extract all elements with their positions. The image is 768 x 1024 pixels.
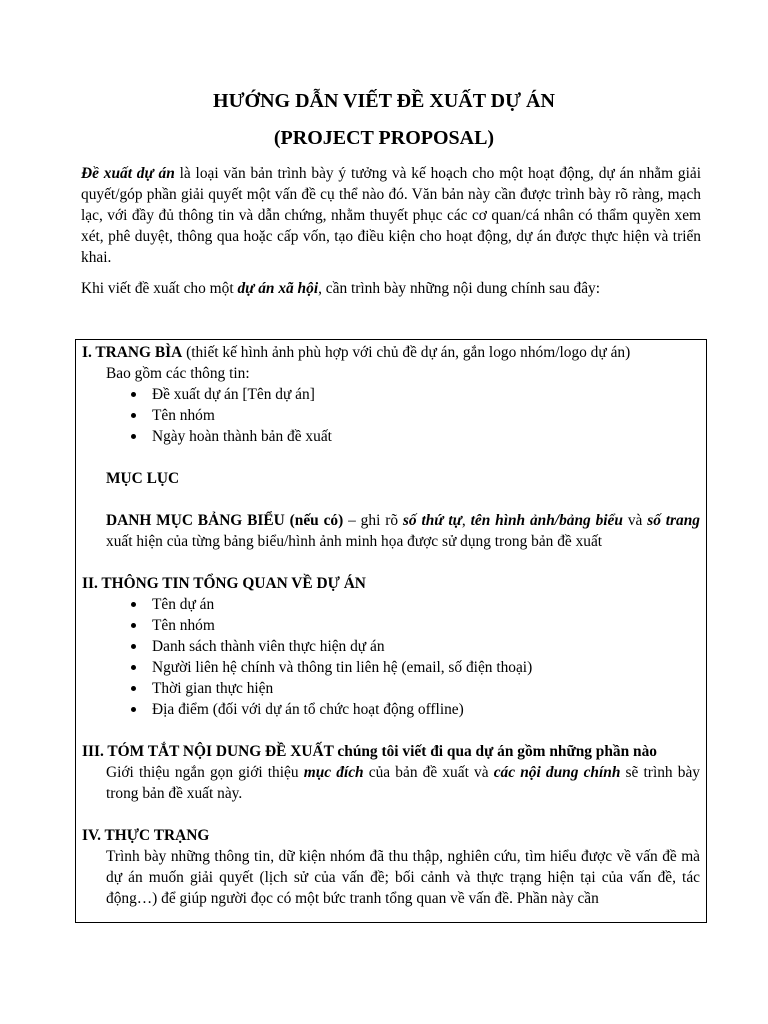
- tables-emphasis: số thứ tự: [402, 512, 462, 529]
- section-3-emphasis: các nội dung chính: [493, 764, 621, 781]
- toc-heading: MỤC LỤC: [106, 470, 180, 487]
- lead-emphasis: dự án xã hội: [237, 280, 319, 297]
- list-item: Đề xuất dự án [Tên dự án]: [82, 384, 700, 405]
- section-4-text: Trình bày những thông tin, dữ kiện nhóm đã thu thập, nghiên cứu, tìm hiểu được về vấn đề mà dự án muốn giải quyết (lịch sử của vấn đề; bối cảnh và thực trạng hiện tại của vấn đề, tác động…) để giúp người đọc có một bức tranh tổng quan về vấn đề. Phần này cần: [106, 848, 700, 907]
- intro-lead-paragraph: [81, 278, 701, 299]
- tables-emphasis: tên hình ảnh/bảng biểu: [470, 512, 623, 529]
- tables-emphasis: số trang: [647, 512, 700, 529]
- section-2-heading: II. THÔNG TIN TỔNG QUAN VỀ DỰ ÁN: [82, 575, 366, 592]
- tables-paragraph: [82, 510, 700, 552]
- tables-heading: DANH MỤC BẢNG BIỂU (nếu có): [106, 512, 344, 529]
- list-item: Địa điểm (đối với dự án tổ chức hoạt động offline): [82, 699, 700, 720]
- tables-text: ,: [461, 512, 471, 529]
- section-3-text: [82, 762, 700, 804]
- list-item: Tên nhóm: [82, 405, 700, 426]
- list-item: Người liên hệ chính và thông tin liên hệ (email, số điện thoại): [82, 657, 700, 678]
- intro-definition: là loại văn bản trình bày ý tưởng và kế hoạch cho một hoạt động, dự án nhằm giải quyết/góp phần giải quyết một vấn đề cụ thể nào đó. Văn bản này cần được trình bày rõ ràng, mạch lạc, với đầy đủ thông tin và dẫn chứng, nhằm thuyết phục các cơ quan/cá nhân có thẩm quyền xem xét, phê duyệt, thông qua hoặc cấp vốn, tạo điều kiện cho hoạt động, dự án được thực hiện và triển khai.: [81, 165, 701, 266]
- lead-text-end: , cần trình bày những nội dung chính sau đây:: [318, 280, 600, 297]
- outline-box: [75, 339, 707, 923]
- list-item: Danh sách thành viên thực hiện dự án: [82, 636, 700, 657]
- tables-text: – ghi rõ: [343, 512, 403, 529]
- intro-term: Đề xuất dự án: [81, 165, 175, 182]
- section-3-text-part: của bản đề xuất và: [363, 764, 494, 781]
- section-1-heading-line: [82, 342, 700, 363]
- section-1-note: (thiết kế hình ảnh phù hợp với chủ đề dự án, gắn logo nhóm/logo dự án): [182, 344, 631, 361]
- tables-text: xuất hiện của từng bảng biểu/hình ảnh minh họa được sử dụng trong bản đề xuất: [106, 533, 603, 550]
- lead-text: Khi viết đề xuất cho một: [81, 280, 238, 297]
- section-1-heading: I. TRANG BÌA: [82, 344, 183, 361]
- intro-paragraph: [81, 163, 701, 268]
- document-subtitle: (PROJECT PROPOSAL): [273, 127, 495, 149]
- section-3-text-part: Giới thiệu ngắn gọn giới thiệu: [106, 764, 304, 781]
- section-4-heading: IV. THỰC TRẠNG: [82, 827, 210, 844]
- section-1-list: [82, 384, 700, 447]
- section-2-list: [82, 594, 700, 720]
- section-1-sub: Bao gồm các thông tin:: [106, 365, 250, 382]
- list-item: Tên dự án: [82, 594, 700, 615]
- section-3-text-part: sẽ trình bày trong bản đề xuất này.: [106, 764, 700, 802]
- tables-text: và: [622, 512, 648, 529]
- section-3-emphasis: mục đích: [303, 764, 364, 781]
- list-item: Ngày hoàn thành bản đề xuất: [82, 426, 700, 447]
- document-title: HƯỚNG DẪN VIẾT ĐỀ XUẤT DỰ ÁN: [213, 90, 555, 112]
- section-3-heading: III. TÓM TẮT NỘI DUNG ĐỀ XUẤT chúng tôi viết đi qua dự án gồm những phần nào: [82, 743, 657, 760]
- list-item: Tên nhóm: [82, 615, 700, 636]
- list-item: Thời gian thực hiện: [82, 678, 700, 699]
